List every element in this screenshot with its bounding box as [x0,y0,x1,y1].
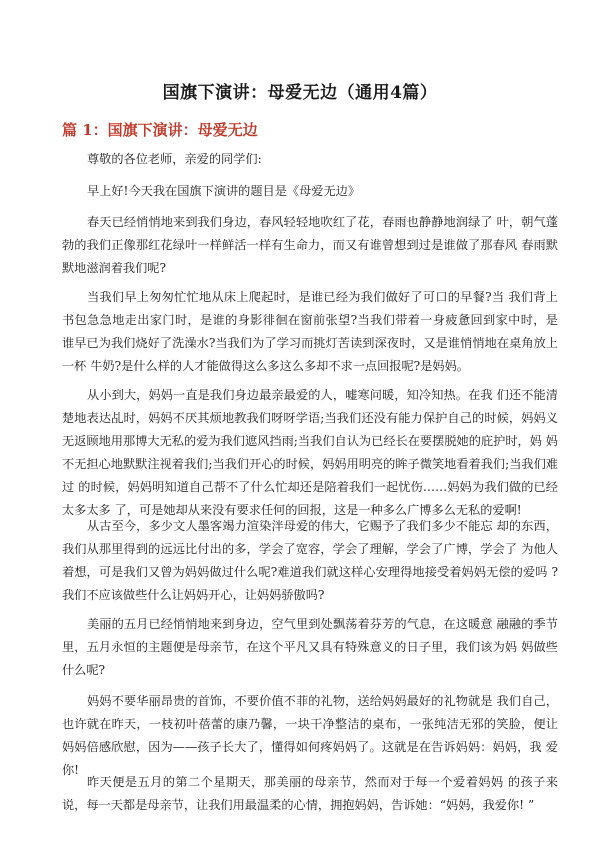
paragraph-growing-up: 从小到大，妈妈一直是我们身边最亲最爱的人，嘘寒问暖，知冷知热。在我 们还不能清楚地表达乩时，妈妈不厌其烦地教我们呀呀学语;当我们还没有能力保护自己的时候，妈妈义无返顾地用那博大无私的爱为我们遮风挡雨;当我们自认为已经长在要摆脱她的庇护时，妈 妈不无担心地默默注视着我们;当我们开心的时候，妈妈用明亮的眸子微笑地看着我们;当我们难过 的时候，妈妈明知道自己帮不了什么忙却还是陪着我们一起忧伤……妈妈为我们做的已经太多太多 了，可是她却从来没有要求任何的回报，这是一种多么广博多么无私的爱啊! [62,388,558,517]
paragraph-since-ancient: 从古至今，多少文人墨客竭力渲染泮母爱的伟大，它赐予了我们多少不能忘 却的东西，我们从那里得到的远远比付出的多，学会了宽容，学会了理解，学会了广博，学会了 为他人着想，可是我们又曾为妈妈做过什么呢?难道我们就这样心安理得地接受着妈妈无偿的爱吗 ?我们不应该做些什么让妈妈开心，让妈妈骄傲吗? [62,519,558,602]
paragraph-gift: 妈妈不要华丽昂贵的首饰，不要价值不菲的礼物，送给妈妈最好的礼物就是 我们自己，也许就在昨天，一枝初叶蓓蕾的康乃馨，一块干净整洁的桌布，一张纯洁无邪的笑脸，便让妈妈倍感欣慰，因为——孩子长大了，懂得如何疼妈妈了。这就是在告诉妈妈：妈妈，我 爱你! [62,694,558,777]
paragraph-may: 美丽的五月已经悄悄地来到身边，空气里到处飘荡着芬芳的气息，在这暖意 融融的季节里，五月永恒的主题便是母亲节，在这个平凡又具有特殊意义的日子里，我们该为妈 妈做些什么呢? [62,617,558,677]
greeting: 早上好!今天我在国旗下演讲的题目是《母爱无边》 [87,184,361,198]
paragraph-morning: 当我们早上匆匆忙忙地从床上爬起时，是谁已经为我们做好了可口的早餐?当 我们背上书包急急地走出家门时，是谁的身影徘徊在窗前张望?当我们带着一身疲惫回到家中时，是 谁早已为我们烧好了洗澡水?当我们为了学习而挑灯苦读到深夜时，又是谁悄悄地在桌角放上一杯 牛奶?是什么样的人才能做得这么多这么多却不求一点回报呢?是妈妈。 [62,290,558,373]
document-title: 国旗下演讲：母爱无边（通用4篇） [162,83,438,103]
paragraph-spring: 春天已经悄悄地来到我们身边，春风轻轻地吹红了花，春雨也静静地润绿了 叶，朝气蓬勃的我们正像那红花绿叶一样鲜活一样有生命力，而又有谁曾想到过是谁做了那春风 春雨默默地滋润着我们呢? [62,215,558,275]
salutation: 尊敬的各位老师，亲爱的同学们: [87,152,262,166]
paragraph-mothers-day: 昨天便是五月的第二个星期天，那美丽的母亲节，然而对于每一个爱着妈妈 的孩子来说，每一天都是母亲节，让我们用最温柔的心情，拥抱妈妈，告诉她：“妈妈，我爱你! ” [62,775,558,812]
section-heading: 篇 1：国旗下演讲：母爱无边 [62,121,258,139]
